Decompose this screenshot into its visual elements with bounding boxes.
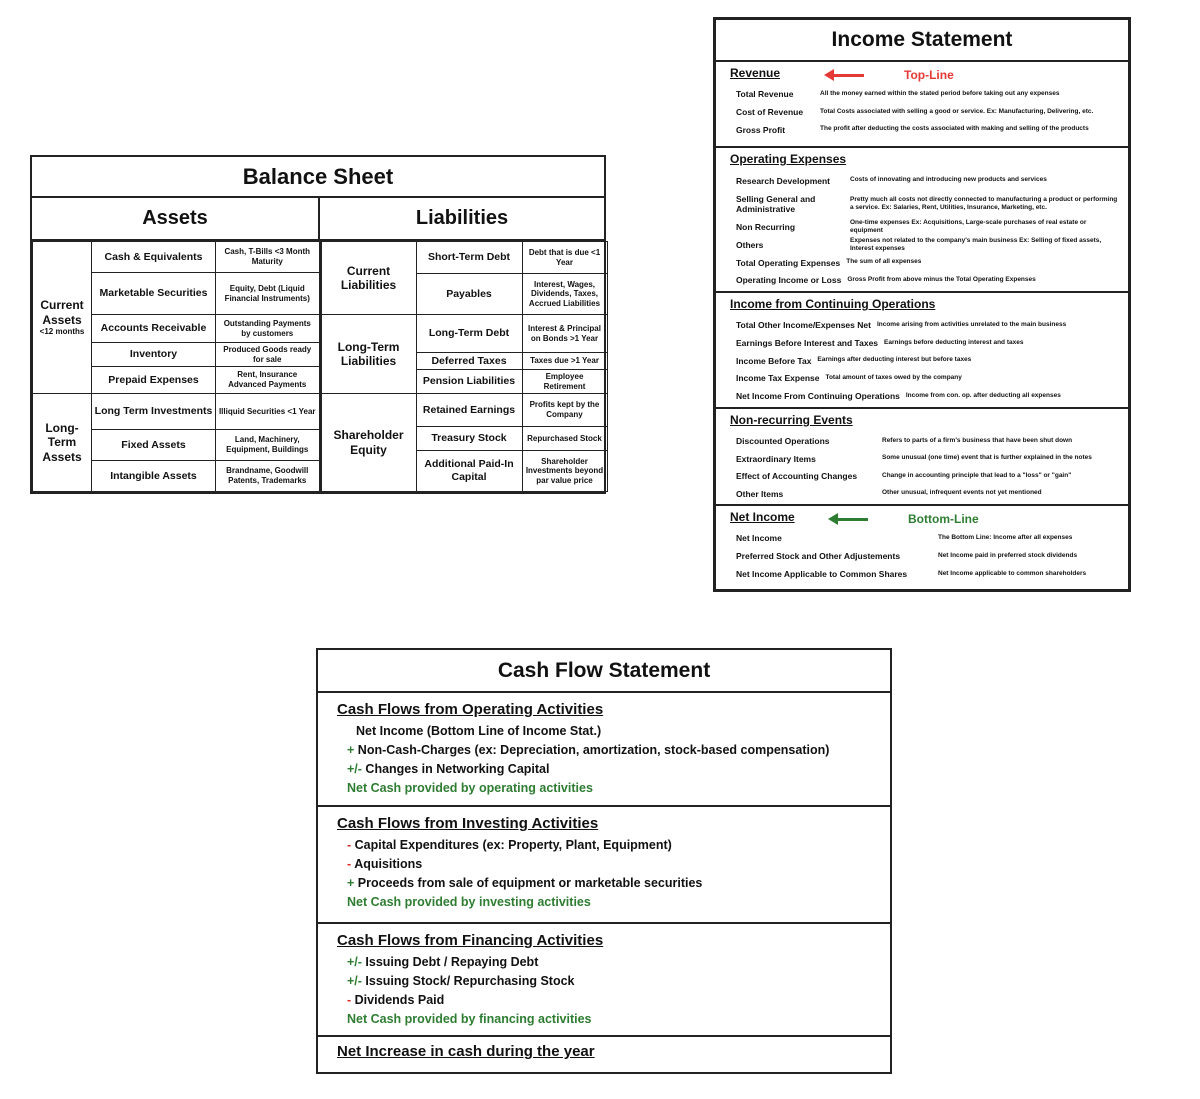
line-item-description: Debt that is due <1 Year <box>522 242 607 274</box>
income-row <box>730 369 1120 387</box>
income-row <box>730 171 1120 190</box>
line-item: Long Term Investments <box>92 394 216 430</box>
table-row <box>321 394 607 427</box>
section-heading: Operating Expenses <box>730 152 847 166</box>
cash-flow-line <box>337 953 880 972</box>
line-item: Inventory <box>92 343 216 367</box>
table-row <box>33 394 320 430</box>
line-item: Prepaid Expenses <box>92 367 216 394</box>
income-row <box>730 450 1120 467</box>
income-section <box>716 293 1128 409</box>
line-item-description: Equity, Debt (Liquid Financial Instruments) <box>216 273 320 315</box>
line-item-description: Land, Machinery, Equipment, Buildings <box>216 430 320 461</box>
line-tag <box>824 68 954 82</box>
line-item: Long-Term Debt <box>416 315 522 353</box>
table-row <box>33 242 320 273</box>
line-item-description: Produced Goods ready for sale <box>216 343 320 367</box>
income-label: Net Income <box>736 533 782 543</box>
line-tag <box>828 512 979 526</box>
income-description: Net Income applicable to common shareholders <box>938 569 1087 577</box>
sign-plus-icon: + <box>347 876 355 890</box>
balance-sheet-title: Balance Sheet <box>32 157 604 198</box>
income-label: Gross Profit <box>736 124 786 135</box>
section-heading: Cash Flows from Financing Activities <box>337 932 604 949</box>
income-description: Income arising from activities unrelated to the main business <box>876 320 1067 328</box>
liabilities-header: Liabilities <box>415 207 509 229</box>
cash-flow-line <box>337 760 880 779</box>
balance-sheet <box>30 155 606 494</box>
line-item: Cash & Equivalents <box>92 242 216 273</box>
cash-flow-section <box>318 807 890 924</box>
net-cash-line: Net Cash provided by financing activities <box>347 1012 592 1026</box>
income-statement <box>713 17 1131 592</box>
lead-line: Net Income (Bottom Line of Income Stat.) <box>356 724 602 738</box>
income-section <box>716 506 1128 589</box>
cash-flow-statement <box>316 648 892 1074</box>
line-item: Payables <box>416 274 522 315</box>
table-row <box>321 315 607 353</box>
section-heading: Net Increase in cash during the year <box>337 1043 595 1060</box>
line-item-description: Shareholder Investments beyond par value price <box>522 451 607 492</box>
cash-flow-section <box>318 924 890 1037</box>
income-description: The Bottom Line: Income after all expenses <box>938 533 1073 541</box>
section-heading: Cash Flows from Investing Activities <box>337 815 599 832</box>
group-name: Current Assets <box>40 298 84 327</box>
income-row <box>730 529 1120 547</box>
line-item-description: Rent, Insurance Advanced Payments <box>216 367 320 394</box>
income-description: One-time expenses Ex: Acquisitions, Large-scale purchases of real estate or equipment <box>850 218 1087 234</box>
section-heading: Non-recurring Events <box>730 413 853 427</box>
sign-plus-icon: +/- <box>347 974 362 988</box>
income-description: Costs of innovating and introducing new products and services <box>850 176 1047 184</box>
income-label: Earnings Before Interest and Taxes <box>736 338 879 348</box>
income-section <box>716 148 1128 293</box>
cash-flow-section <box>318 1037 890 1072</box>
income-label: Net Income From Continuing Operations <box>736 391 900 401</box>
cash-flow-item: Issuing Stock/ Repurchasing Stock <box>365 974 575 988</box>
income-row <box>730 547 1120 565</box>
income-description: Refers to parts of a firm's business that have been shut down <box>882 436 1073 444</box>
line-item: Short-Term Debt <box>416 242 522 274</box>
group-label <box>33 394 92 492</box>
line-item: Treasury Stock <box>416 427 522 451</box>
income-row <box>730 271 1120 289</box>
line-item-description: Profits kept by the Company <box>522 394 607 427</box>
income-label: Research Development <box>736 175 831 186</box>
cash-flow-line <box>337 972 880 991</box>
group-label <box>321 315 416 394</box>
section-heading: Income from Continuing Operations <box>730 297 936 311</box>
group-label <box>321 242 416 315</box>
line-item: Retained Earnings <box>416 394 522 427</box>
line-item: Deferred Taxes <box>416 353 522 370</box>
cash-flow-line <box>337 991 880 1010</box>
line-item-description: Taxes due >1 Year <box>522 353 607 370</box>
income-description: Other unusual, infrequent events not yet mentioned <box>882 489 1042 497</box>
sign-plus-icon: +/- <box>347 955 362 969</box>
line-item-description: Repurchased Stock <box>522 427 607 451</box>
income-label: Net Income Applicable to Common Shares <box>736 569 908 579</box>
income-row <box>730 190 1120 218</box>
line-item-description: Interest & Principal on Bonds >1 Year <box>522 315 607 353</box>
line-item-description: Illiquid Securities <1 Year <box>216 394 320 430</box>
income-row <box>730 254 1120 271</box>
income-label: Discounted Operations <box>736 436 830 446</box>
income-label: Non Recurring <box>736 222 796 232</box>
income-label: Extraordinary Items <box>736 453 816 464</box>
income-description: Earnings after deducting interest but before taxes <box>817 356 972 364</box>
income-label: Income Before Tax <box>736 355 812 366</box>
table-row <box>321 242 607 274</box>
cash-flow-line <box>337 855 880 874</box>
cash-flow-item: Proceeds from sale of equipment or marketable securities <box>357 876 703 890</box>
tag-label: Top-Line <box>904 68 954 82</box>
income-row <box>730 334 1120 352</box>
net-cash-line: Net Cash provided by investing activities <box>347 895 591 909</box>
income-label: Effect of Accounting Changes <box>736 471 858 481</box>
income-description: Expenses not related to the company's main business Ex: Selling of fixed assets, Interest expenses <box>850 236 1102 252</box>
income-description: Earnings before deducting interest and taxes <box>884 338 1024 346</box>
cash-flow-item: Capital Expenditures (ex: Property, Plant, Equipment) <box>354 838 672 852</box>
cash-flow-line <box>337 741 880 760</box>
cash-flow-title: Cash Flow Statement <box>318 650 890 693</box>
income-label: Total Operating Expenses <box>736 257 841 268</box>
cash-flow-item: Aquisitions <box>354 857 423 871</box>
line-item: Accounts Receivable <box>92 315 216 343</box>
income-description: Net Income paid in preferred stock dividends <box>938 551 1078 559</box>
income-label: Other Items <box>736 488 784 499</box>
arrow-left-icon <box>824 74 864 77</box>
cash-flow-item: Dividends Paid <box>354 993 445 1007</box>
line-item: Intangible Assets <box>92 461 216 492</box>
income-label: Others <box>736 240 764 250</box>
group-note: <12 months <box>39 327 85 337</box>
income-row <box>730 218 1120 236</box>
net-cash-line: Net Cash provided by operating activities <box>347 781 593 795</box>
income-row <box>730 85 1120 103</box>
income-row <box>730 352 1120 369</box>
cash-flow-item: Changes in Networking Capital <box>365 762 550 776</box>
assets-header: Assets <box>32 198 320 239</box>
cash-flow-item: Issuing Debt / Repaying Debt <box>365 955 539 969</box>
income-section <box>716 62 1128 148</box>
income-row <box>730 432 1120 450</box>
line-item: Fixed Assets <box>92 430 216 461</box>
section-heading: Revenue <box>730 66 781 80</box>
income-label: Preferred Stock and Other Adjustements <box>736 551 901 561</box>
line-item-description: Employee Retirement <box>522 370 607 394</box>
income-row <box>730 565 1120 583</box>
cash-flow-section <box>318 693 890 807</box>
income-label: Operating Income or Loss <box>736 275 842 285</box>
income-row <box>730 485 1120 502</box>
income-label: Income Tax Expense <box>736 373 820 383</box>
income-label: Total Other Income/Expenses Net <box>736 320 871 330</box>
group-name: Long-Term Assets <box>42 420 82 464</box>
income-description: The sum of all expenses <box>846 258 922 266</box>
income-description: All the money earned within the stated period before taking out any expenses <box>820 89 1060 97</box>
income-description: Change in accounting principle that lead to a "loss" or "gain" <box>882 471 1072 479</box>
sign-minus-icon: - <box>347 857 352 871</box>
income-description: Total Costs associated with selling a good or service. Ex: Manufacturing, Delivering, etc. <box>820 107 1094 115</box>
section-heading: Cash Flows from Operating Activities <box>337 701 604 718</box>
section-heading: Net Income <box>730 510 795 524</box>
line-item-description: Interest, Wages, Dividends, Taxes, Accrued Liabilities <box>522 274 607 315</box>
income-row <box>730 316 1120 334</box>
sign-plus-icon: +/- <box>347 762 362 776</box>
income-description: Some unusual (one time) event that is further explained in the notes <box>882 454 1092 462</box>
income-row <box>730 467 1120 485</box>
cash-flow-line <box>337 874 880 893</box>
group-name: Shareholder Equity <box>333 428 404 457</box>
line-item: Additional Paid-In Capital <box>416 451 522 492</box>
group-label <box>321 394 416 492</box>
income-label: Cost of Revenue <box>736 107 804 117</box>
arrow-left-icon <box>828 518 868 521</box>
income-section <box>716 409 1128 506</box>
income-row <box>730 387 1120 405</box>
income-description: The profit after deducting the costs associated with making and selling of the products <box>820 125 1089 133</box>
sign-minus-icon: - <box>347 993 352 1007</box>
line-item: Pension Liabilities <box>416 370 522 394</box>
sign-minus-icon: - <box>347 838 352 852</box>
liabilities-table <box>321 241 608 492</box>
assets-table <box>32 241 321 492</box>
line-item: Marketable Securities <box>92 273 216 315</box>
line-item-description: Brandname, Goodwill Patents, Trademarks <box>216 461 320 492</box>
line-item-description: Outstanding Payments by customers <box>216 315 320 343</box>
group-label <box>33 242 92 394</box>
income-row <box>730 121 1120 138</box>
income-description: Pretty much all costs not directly connected to manufacturing a product or performing a service. Ex: Salaries, Rent, Utilities, Insurance, Marketing, etc. <box>850 195 1118 211</box>
income-row <box>730 236 1120 254</box>
income-statement-title: Income Statement <box>716 20 1128 62</box>
cash-flow-line <box>337 836 880 855</box>
group-name: Current Liabilities <box>340 263 397 292</box>
line-item-description: Cash, T-Bills <3 Month Maturity <box>216 242 320 273</box>
income-description: Income from con. op. after deducting all expenses <box>905 391 1061 399</box>
cash-flow-item: Non-Cash-Charges (ex: Depreciation, amortization, stock-based compensation) <box>357 743 830 757</box>
income-label: Total Revenue <box>736 89 794 99</box>
sign-plus-icon: + <box>347 743 355 757</box>
income-description: Gross Profit from above minus the Total Operating Expenses <box>847 275 1036 283</box>
income-label: Selling General and Administrative <box>736 194 816 214</box>
tag-label: Bottom-Line <box>908 512 979 526</box>
income-description: Total amount of taxes owed by the company <box>825 373 962 381</box>
group-name: Long-Term Liabilities <box>337 339 400 368</box>
income-row <box>730 103 1120 121</box>
